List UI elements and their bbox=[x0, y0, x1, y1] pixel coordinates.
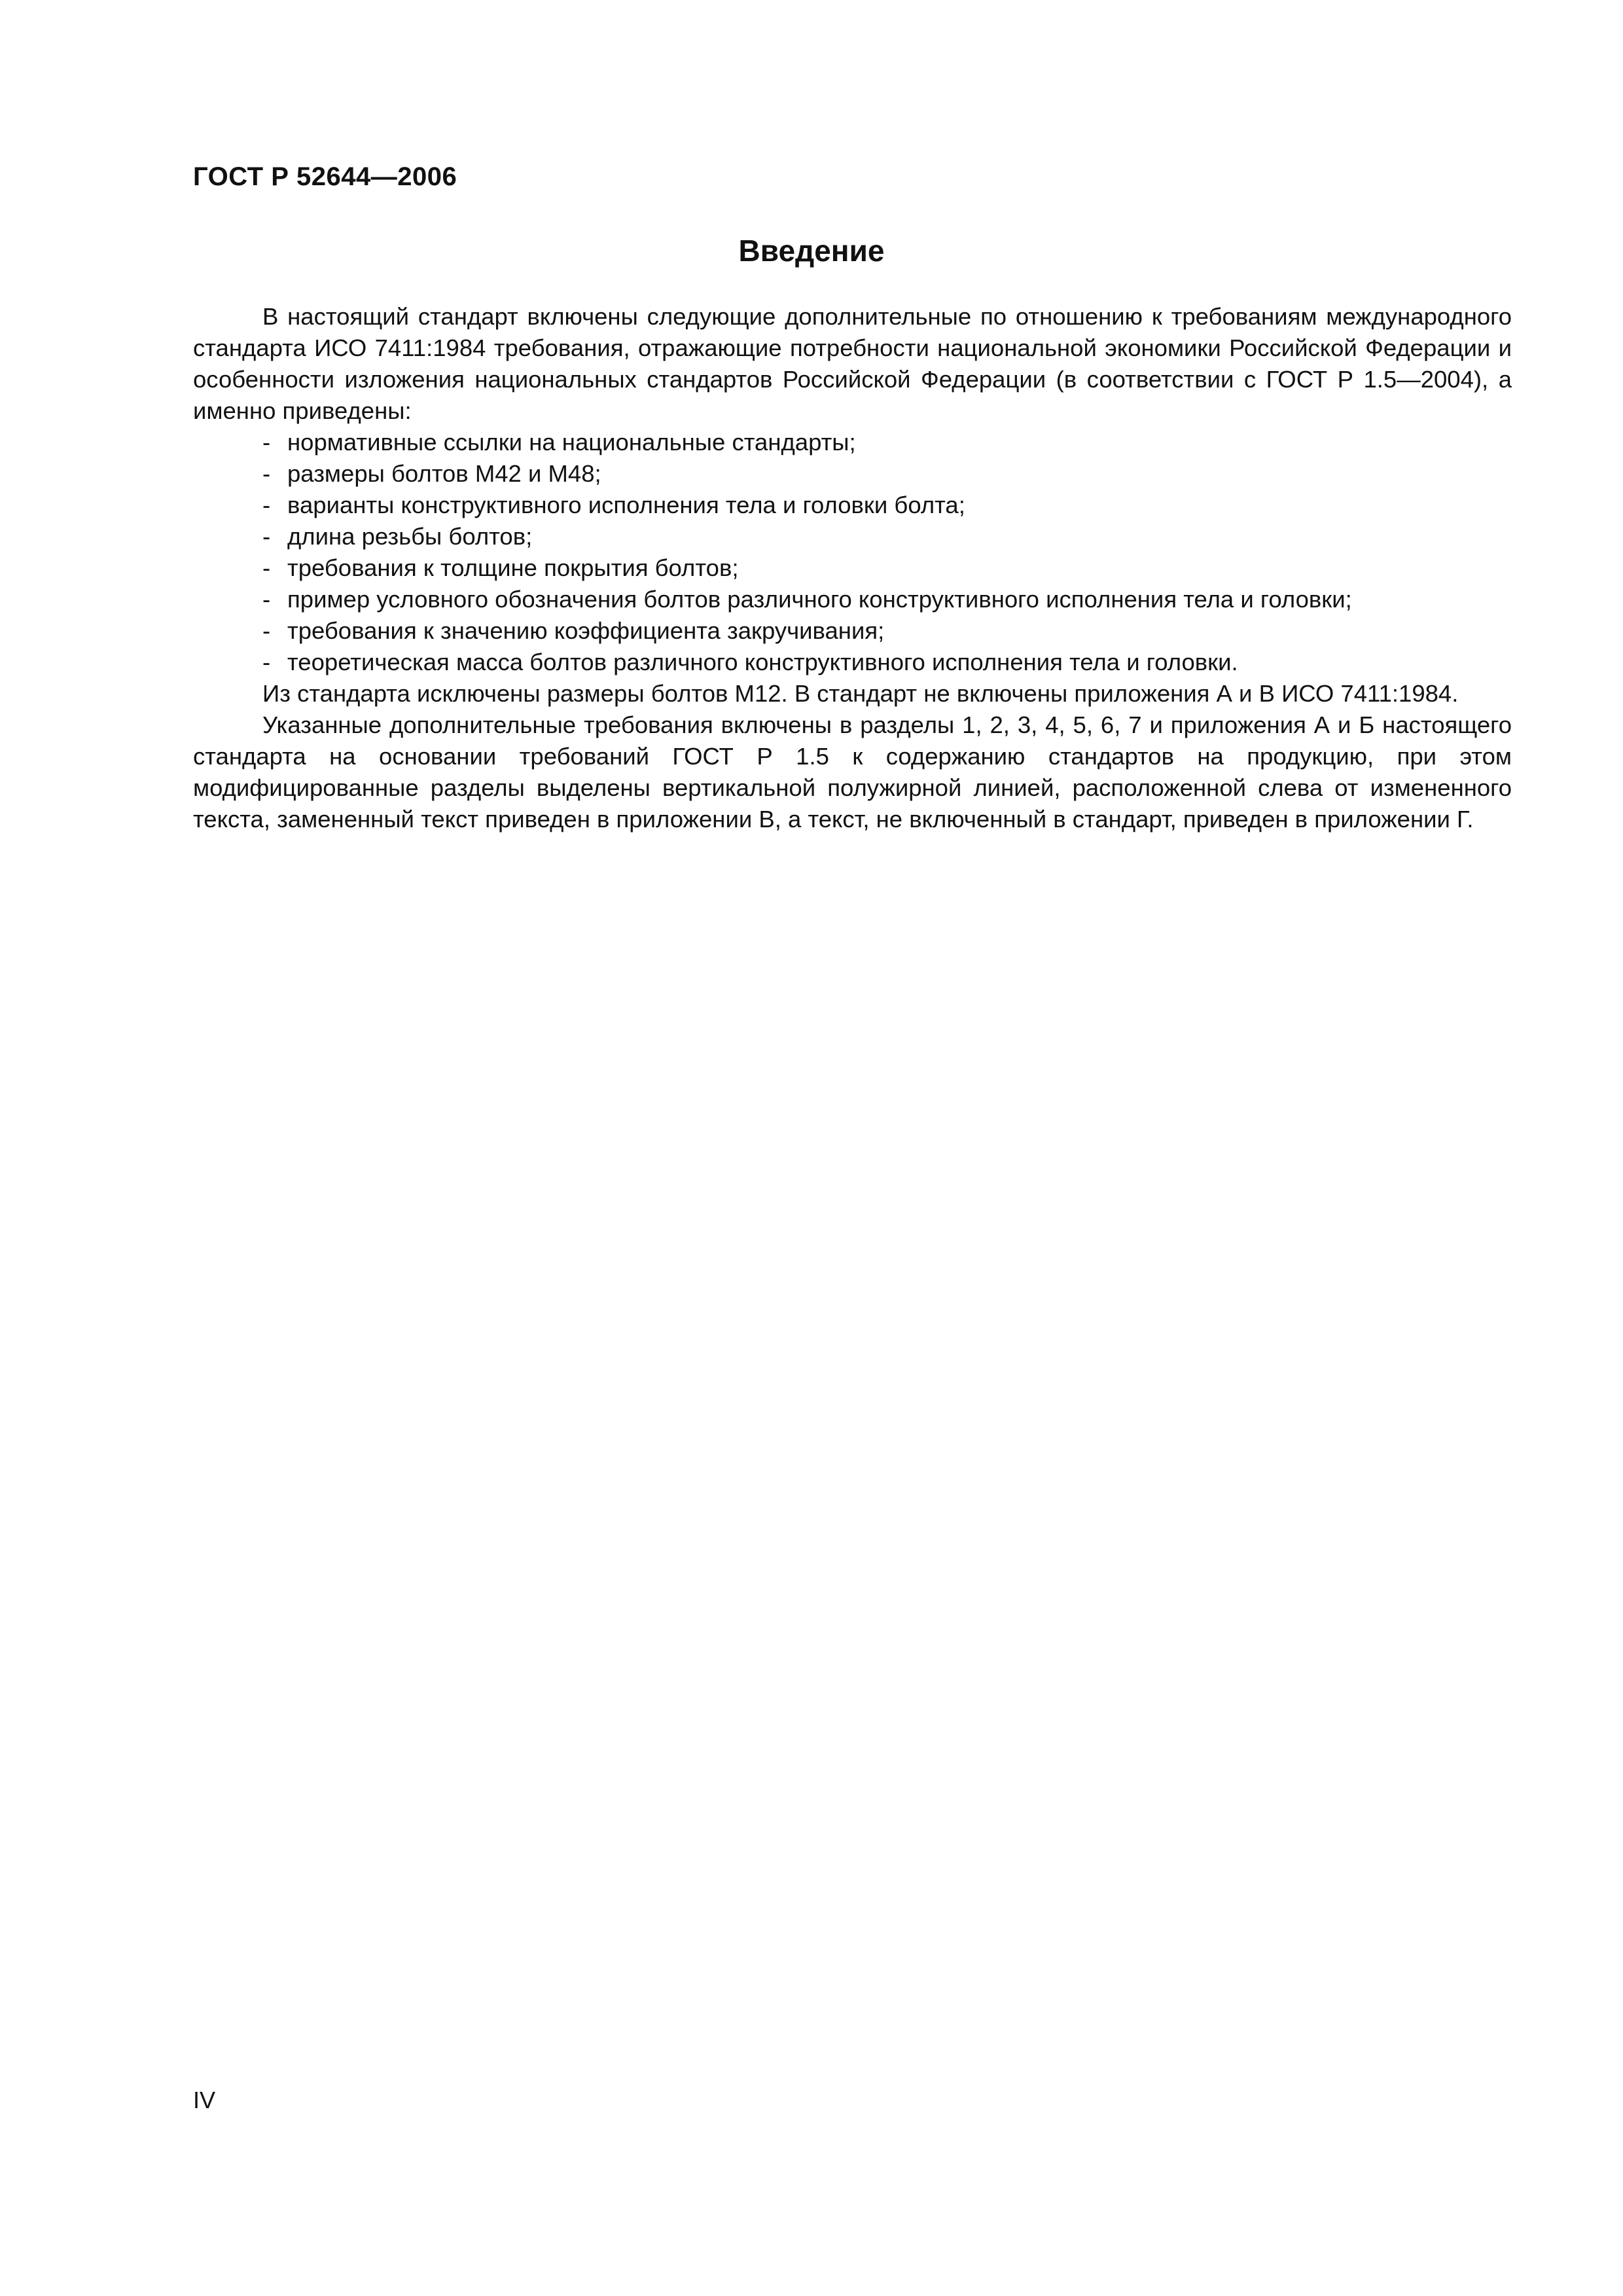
list-item bbox=[262, 458, 1512, 490]
list-item bbox=[262, 647, 1512, 678]
intro-paragraph: В настоящий стандарт включены следующие дополнительные по отношению к требованиям международного стандарта ИСО 7411:1984 требования, отражающие потребности национальной экономики Российской Федерации и особенности изложения национальных стандартов Российской Федерации (в соответствии с ГОСТ Р 1.5—2004), а именно приведены: bbox=[193, 303, 1512, 424]
introduction-body bbox=[193, 301, 1512, 835]
exclusions-paragraph: Из стандарта исключены размеры болтов М12. В стандарт не включены приложения А и В ИСО 7411:1984. bbox=[262, 680, 1459, 707]
list-item-text: нормативные ссылки на национальные стандарты; bbox=[287, 429, 856, 456]
list-dash: - bbox=[262, 523, 271, 550]
list-item-text: длина резьбы болтов; bbox=[287, 523, 533, 550]
list-item-text: пример условного обозначения болтов различного конструктивного исполнения тела и головки; bbox=[287, 586, 1352, 613]
list-item bbox=[262, 490, 1512, 521]
requirements-list bbox=[193, 427, 1512, 678]
list-dash: - bbox=[262, 649, 271, 675]
list-item bbox=[262, 552, 1512, 584]
list-item-text: требования к значению коэффициента закручивания; bbox=[287, 617, 885, 644]
requirements-location-paragraph: Указанные дополнительные требования включены в разделы 1, 2, 3, 4, 5, 6, 7 и приложения А и Б настоящего стандарта на основании требований ГОСТ Р 1.5 к содержанию стандартов на продукцию, при этом модифицированные разделы выделены вертикальной полужирной линией, расположенной слева от измененного текста, замененный текст приведен в приложении В, а текст, не включенный в стандарт, приведен в приложении Г. bbox=[193, 711, 1512, 833]
list-item-text: размеры болтов М42 и М48; bbox=[287, 460, 601, 487]
list-item bbox=[262, 615, 1512, 647]
list-item-text: теоретическая масса болтов различного конструктивного исполнения тела и головки. bbox=[287, 649, 1238, 675]
list-dash: - bbox=[262, 586, 271, 613]
list-item-text: требования к толщине покрытия болтов; bbox=[287, 554, 739, 581]
list-dash: - bbox=[262, 460, 271, 487]
list-dash: - bbox=[262, 554, 271, 581]
list-item-text: варианты конструктивного исполнения тела и головки болта; bbox=[287, 492, 965, 518]
section-title: Введение bbox=[738, 234, 885, 268]
list-dash: - bbox=[262, 617, 271, 644]
list-dash: - bbox=[262, 492, 271, 518]
list-dash: - bbox=[262, 429, 271, 456]
page-number: IV bbox=[193, 2087, 216, 2113]
list-item bbox=[262, 427, 1512, 458]
document-code: ГОСТ Р 52644—2006 bbox=[193, 162, 457, 191]
list-item bbox=[262, 584, 1512, 615]
list-item bbox=[262, 521, 1512, 552]
